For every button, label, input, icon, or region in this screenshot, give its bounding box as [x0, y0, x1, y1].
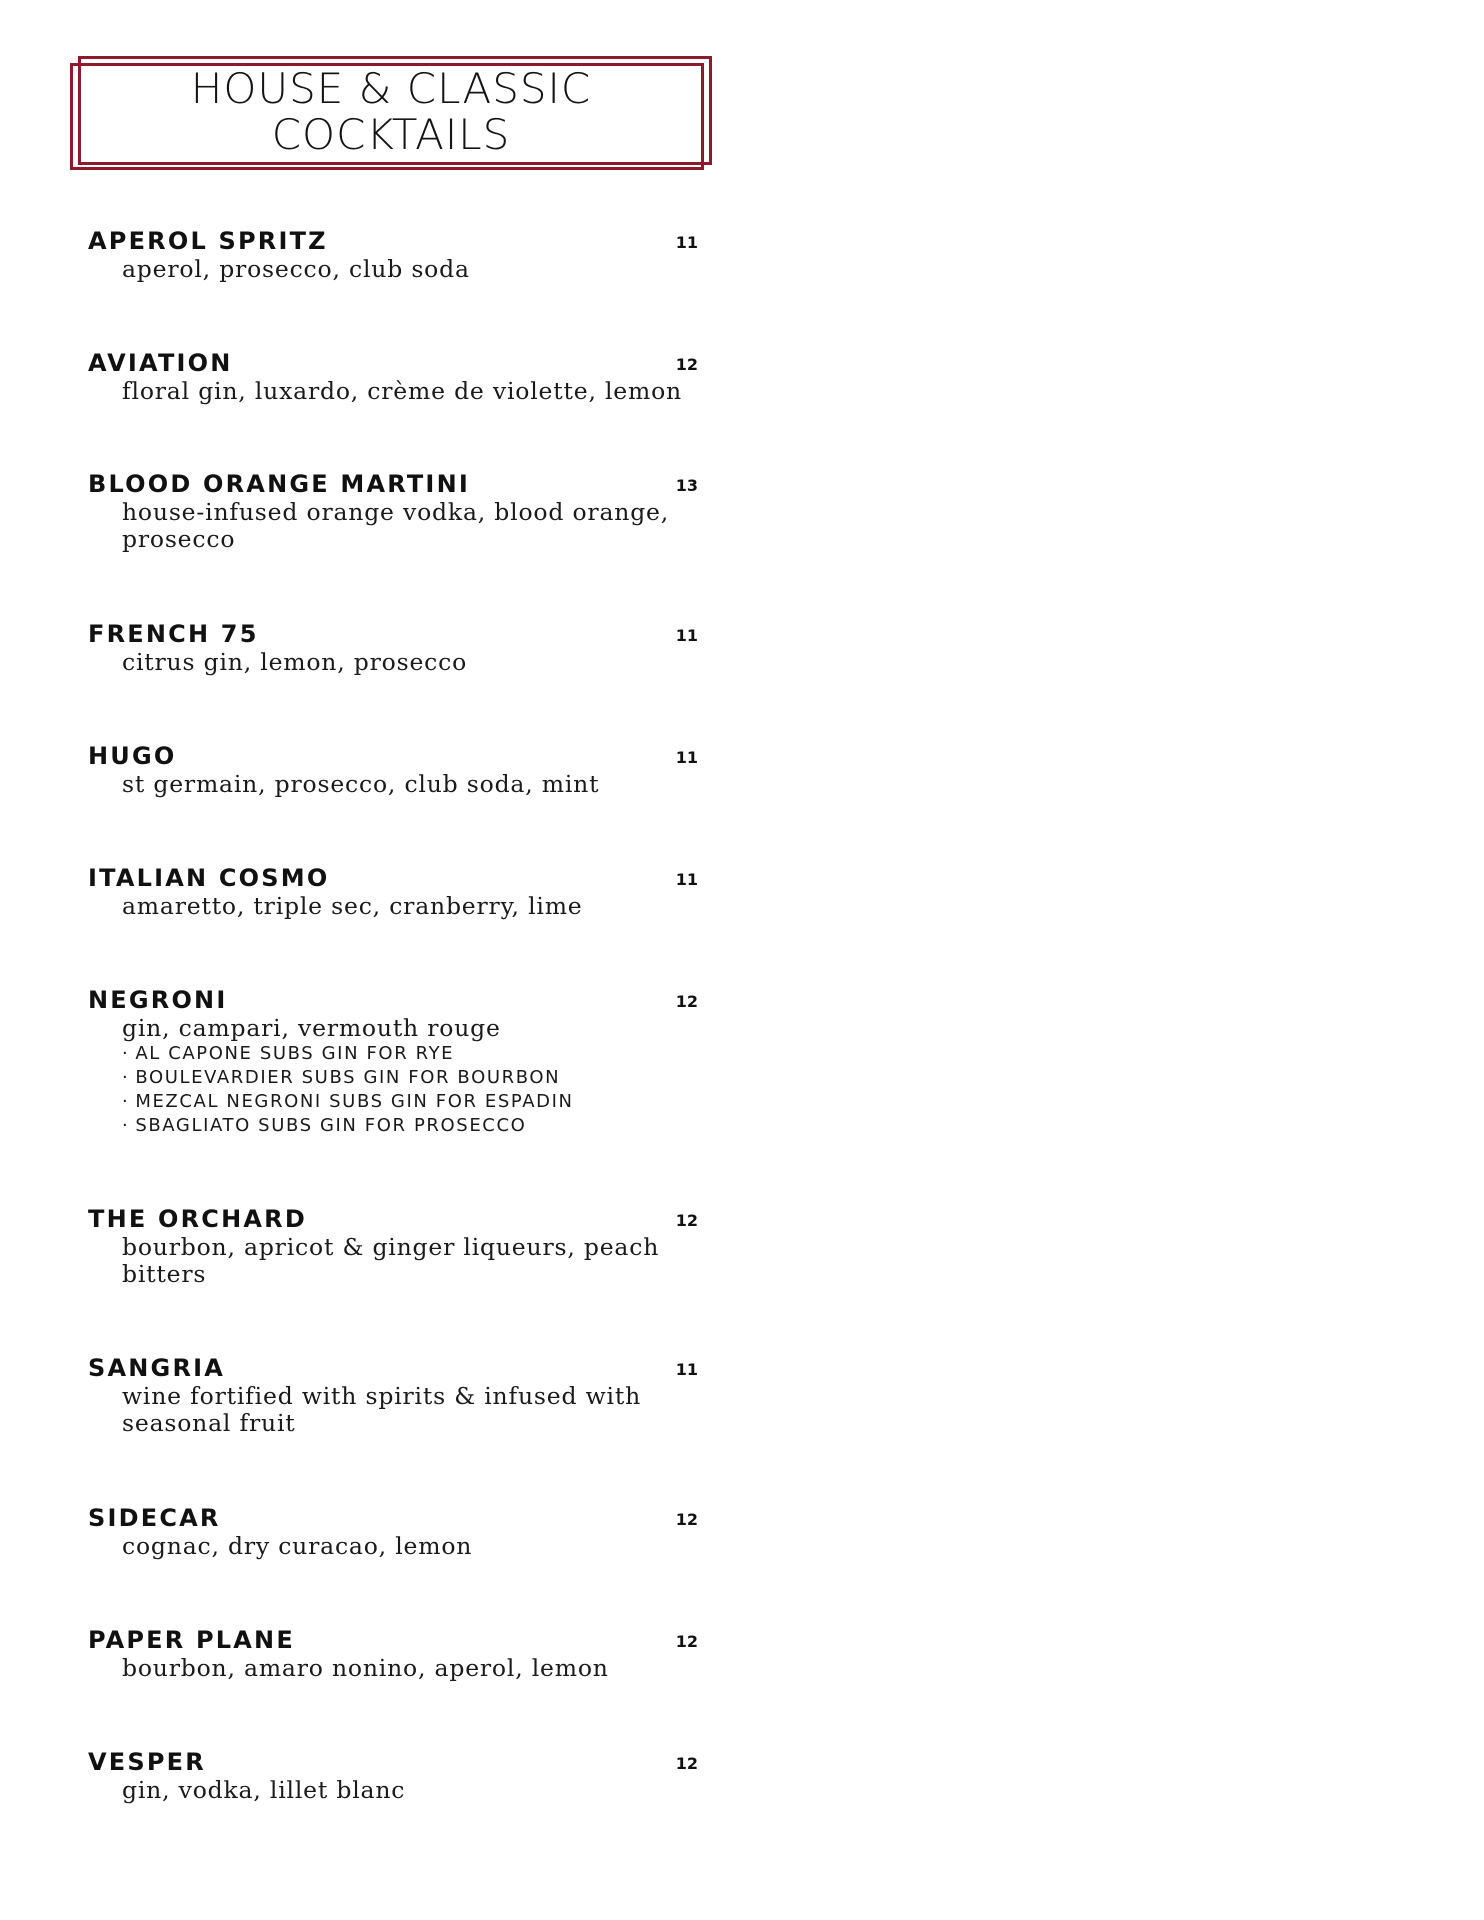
menu-item-sidecar [88, 1503, 706, 1560]
item-price: 11 [675, 1360, 698, 1379]
item-price: 11 [675, 626, 698, 645]
item-name: ITALIAN COSMO [88, 864, 330, 892]
item-description: cognac, dry curacao, lemon [122, 1532, 473, 1560]
menu-item-sangria [88, 1353, 706, 1437]
item-description: aperol, prosecco, club soda [122, 255, 470, 283]
variant-item [122, 1090, 706, 1114]
item-name: THE ORCHARD [88, 1205, 307, 1233]
item-name: SIDECAR [88, 1504, 221, 1532]
item-description: bourbon, amaro nonino, aperol, lemon [122, 1654, 609, 1682]
item-name: FRENCH 75 [88, 620, 259, 648]
item-price: 12 [675, 1510, 698, 1529]
menu-item-hugo [88, 741, 706, 798]
variant-label: SBAGLIATO SUBS GIN FOR PROSECCO [135, 1115, 527, 1136]
item-name: PAPER PLANE [88, 1626, 295, 1654]
item-description: bourbon, apricot & ginger liqueurs, peach bitters [122, 1233, 660, 1288]
item-name: SANGRIA [88, 1354, 226, 1382]
item-description: house-infused orange vodka, blood orange, prosecco [122, 498, 670, 553]
variant-label: MEZCAL NEGRONI SUBS GIN FOR ESPADIN [135, 1091, 574, 1112]
menu-item-aperol-spritz [88, 226, 706, 283]
variant-item [122, 1114, 706, 1138]
menu-item-the-orchard [88, 1204, 706, 1288]
variant-item [122, 1042, 706, 1066]
item-description: gin, campari, vermouth rouge [122, 1014, 501, 1042]
item-price: 12 [675, 355, 698, 374]
item-price: 12 [675, 992, 698, 1011]
item-price: 11 [675, 748, 698, 767]
item-name: NEGRONI [88, 986, 228, 1014]
item-price: 11 [675, 870, 698, 889]
item-price: 11 [675, 233, 698, 252]
title-line-2: COCKTAILS [271, 110, 511, 159]
item-description: amaretto, triple sec, cranberry, lime [122, 892, 583, 920]
bullet-icon: · [122, 1115, 130, 1136]
variant-label: AL CAPONE SUBS GIN FOR RYE [135, 1043, 455, 1064]
item-description: floral gin, luxardo, crème de violette, lemon [122, 377, 682, 405]
item-description: st germain, prosecco, club soda, mint [122, 770, 600, 798]
variant-label: BOULEVARDIER SUBS GIN FOR BOURBON [135, 1067, 561, 1088]
item-description: wine fortified with spirits & infused with seasonal fruit [122, 1382, 641, 1437]
menu-item-italian-cosmo [88, 863, 706, 920]
bullet-icon: · [122, 1091, 130, 1112]
item-name: APEROL SPRITZ [88, 227, 328, 255]
item-price: 13 [675, 476, 698, 495]
item-name: VESPER [88, 1748, 206, 1776]
bullet-icon: · [122, 1043, 130, 1064]
menu-item-french-75 [88, 619, 706, 676]
variant-item [122, 1066, 706, 1090]
item-description: citrus gin, lemon, prosecco [122, 648, 468, 676]
item-name: BLOOD ORANGE MARTINI [88, 470, 470, 498]
bullet-icon: · [122, 1067, 130, 1088]
menu-item-paper-plane [88, 1625, 706, 1682]
page-title [70, 66, 712, 158]
title-line-1: HOUSE & CLASSIC [190, 64, 592, 113]
menu-item-negroni [88, 985, 706, 1138]
item-description: gin, vodka, lillet blanc [122, 1776, 406, 1804]
menu-item-vesper [88, 1747, 706, 1804]
item-name: AVIATION [88, 349, 233, 377]
item-price: 12 [675, 1211, 698, 1230]
menu-item-aviation [88, 348, 706, 405]
item-name: HUGO [88, 742, 177, 770]
title-frame [70, 56, 712, 170]
item-price: 12 [675, 1632, 698, 1651]
menu-item-blood-orange-martini [88, 469, 706, 553]
item-price: 12 [675, 1754, 698, 1773]
